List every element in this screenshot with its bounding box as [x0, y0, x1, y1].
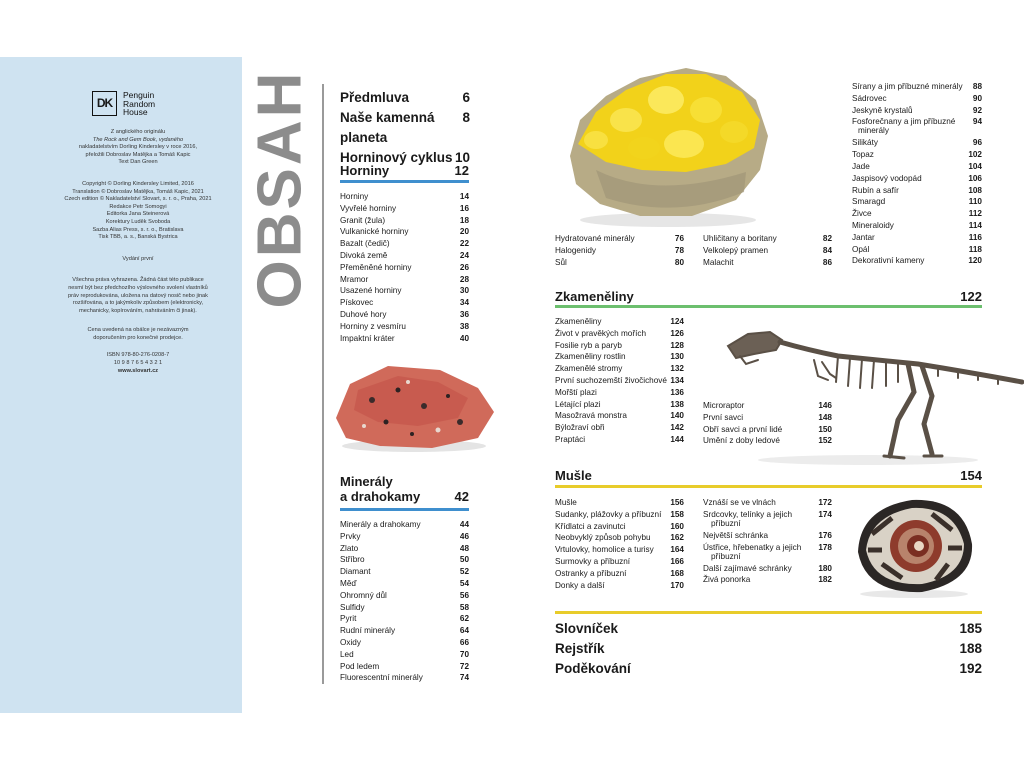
toc-entry[interactable]: Předmluva 6 [340, 90, 470, 105]
toc-entry[interactable]: Minerály a drahokamy 44 [340, 520, 469, 529]
mineraly-list-3 [703, 233, 832, 268]
toc-entry[interactable]: Divoká země 24 [340, 250, 469, 260]
toc-entry[interactable]: Hydratované minerály 76 [555, 234, 684, 243]
toc-entry[interactable]: Fosforečnany a jim příbuzné minerály 94 [852, 117, 982, 136]
toc-entry[interactable]: Silikáty 96 [852, 138, 982, 148]
toc-entry[interactable]: Masožravá monstra 140 [555, 411, 684, 421]
toc-entry[interactable]: Topaz 102 [852, 150, 982, 160]
imprint-block: ISBN 978-80-276-0208-7 10 9 8 7 6 5 4 3 2 1 www.slovart.cz [106, 352, 170, 374]
toc-entry[interactable]: Ohromný důl 56 [340, 590, 469, 600]
toc-entry[interactable]: Život v pravěkých mořích 126 [555, 328, 684, 338]
toc-entry[interactable]: Pyrit 62 [340, 614, 469, 624]
section-zkameneliny[interactable]: Zkameněliny 122 [555, 289, 982, 304]
mineraly-list-4 [852, 81, 982, 267]
toc-entry[interactable]: První savci 148 [703, 412, 832, 422]
section-rule [340, 180, 469, 183]
toc-entry[interactable]: Praptáci 144 [555, 434, 684, 444]
toc-entry[interactable]: Největší schránka 176 [703, 530, 832, 540]
toc-entry[interactable]: Bazalt (čedič) 22 [340, 239, 469, 249]
toc-entry[interactable]: Jade 104 [852, 161, 982, 171]
toc-entry[interactable]: Mušle 156 [555, 498, 684, 507]
toc-entry[interactable]: Oxidy 66 [340, 637, 469, 647]
section-rule [555, 305, 982, 308]
toc-entry[interactable]: Zlato 48 [340, 543, 469, 553]
toc-entry[interactable]: Vyvřelé horniny 16 [340, 203, 469, 213]
toc-entry[interactable]: Rudní minerály 64 [340, 626, 469, 636]
toc-entry[interactable]: Vrtulovky, homolice a turisy 164 [555, 545, 684, 555]
toc-entry[interactable]: Diamant 52 [340, 567, 469, 577]
toc-entry[interactable]: Mramor 28 [340, 274, 469, 284]
toc-entry[interactable]: Jaspisový vodopád 106 [852, 173, 982, 183]
section-musle[interactable]: Mušle 154 [555, 468, 982, 483]
imprint-block: Copyright © Dorling Kindersley Limited, 2016 Translation © Dobroslav Matějka, Tomáš Kapic, 2021 Czech edition © Nakladatelství Slovart, s. r. o., Praha, 2021 Redakce Petr Somogyi Editorka Jana Steinerová Korektury Luděk Svoboda Sazba Alias Press, s. r. o., Bratislava Tisk TBB, a. s., Banská Bystrica [64, 180, 212, 241]
toc-entry[interactable]: Malachit 86 [703, 257, 832, 267]
toc-entry[interactable]: Jeskyně krystalů 92 [852, 105, 982, 115]
toc-entry[interactable]: Živá ponorka 182 [703, 575, 832, 585]
toc-entry[interactable]: Sůl 80 [555, 257, 684, 267]
toc-entry[interactable]: Neobvyklý způsob pohybu 162 [555, 533, 684, 543]
toc-entry[interactable]: První suchozemští živočichové 134 [555, 375, 684, 385]
shell-image [852, 494, 976, 600]
toc-entry[interactable]: Pískovec 34 [340, 298, 469, 308]
toc-entry[interactable]: Usazené horniny 30 [340, 286, 469, 296]
mineraly-list-1 [340, 519, 469, 684]
toc-entry[interactable]: Rubín a safír 108 [852, 185, 982, 195]
toc-entry[interactable]: Horninový cyklus 10 [340, 150, 470, 165]
toc-entry[interactable]: Křídlatci a zavinutci 160 [555, 521, 684, 531]
imprint-block: Vydání první [122, 255, 154, 262]
publisher-logo [92, 91, 155, 117]
toc-entry[interactable]: Donky a další 170 [555, 580, 684, 590]
toc-entry[interactable]: Obří savci a první lidé 150 [703, 424, 832, 434]
toc-entry[interactable]: Stříbro 50 [340, 555, 469, 565]
toc-entry[interactable]: Velkolepý pramen 84 [703, 245, 832, 255]
toc-entry[interactable]: Dekorativní kameny 120 [852, 256, 982, 266]
toc-entry[interactable]: Vulkanické horniny 20 [340, 227, 469, 237]
toc-entry[interactable]: Microraptor 146 [703, 401, 832, 410]
toc-entry[interactable]: Ostranky a příbuzní 168 [555, 568, 684, 578]
toc-entry[interactable]: Další zajímavé schránky 180 [703, 563, 832, 573]
toc-entry[interactable]: Granit (žula) 18 [340, 215, 469, 225]
zkameneliny-list-1 [555, 316, 684, 446]
imprint-block: Všechna práva vyhrazena. Žádná část této publikace nesmí být bez předchozího výslovného svolení vlastníků práv reprodukována, uložena na datový nosič nebo jinak rozšiřována, a to jakýmkoliv způsobem (elektronicky, mechanicky, kopírováním, nahráváním či jinak). [68, 277, 208, 314]
toc-entry[interactable]: Opál 118 [852, 244, 982, 254]
toc-entry[interactable]: Smaragd 110 [852, 197, 982, 207]
toc-entry[interactable]: Halogenidy 78 [555, 245, 684, 255]
toc-entry[interactable]: Vznáší se ve vlnách 172 [703, 498, 832, 507]
toc-entry[interactable]: Led 70 [340, 649, 469, 659]
dinosaur-skeleton-image [718, 316, 1024, 468]
musle-list-1 [555, 497, 684, 591]
section-rule [555, 611, 982, 614]
toc-entry[interactable]: Surmovky a příbuzní 166 [555, 556, 684, 566]
toc-entry[interactable]: Sádrovec 90 [852, 93, 982, 103]
toc-entry[interactable]: Živce 112 [852, 209, 982, 219]
toc-entry[interactable]: Létající plazi 138 [555, 399, 684, 409]
toc-entry[interactable]: Horniny 14 [340, 192, 469, 201]
toc-entry[interactable]: Naše kamenná planeta 8 [340, 110, 470, 145]
toc-entry[interactable]: Impaktní kráter 40 [340, 333, 469, 343]
section-mineraly[interactable]: Minerály a drahokamy 42 [340, 474, 469, 504]
toc-entry[interactable]: Fluorescentní minerály 74 [340, 673, 469, 683]
toc-entry[interactable]: Slovníček 185 [555, 621, 982, 636]
toc-entry[interactable]: Sudanky, plážovky a příbuzní 158 [555, 509, 684, 519]
dk-logo: DK [92, 91, 117, 116]
imprint-block: Z anglického originálu The Rock and Gem Book, vydaného nakladatelstvím Dorling Kindersley v roce 2016, přeložili Dobroslav Matějka a Tomáš Kapic Text Dan Green [78, 129, 198, 166]
title-divider [322, 84, 324, 684]
section-rule [340, 508, 469, 511]
toc-entry[interactable]: Horniny z vesmíru 38 [340, 321, 469, 331]
end-list [555, 619, 982, 679]
toc-entry[interactable]: Rejstřík 188 [555, 641, 982, 656]
granite-image [328, 360, 498, 456]
section-rule [555, 485, 982, 488]
intro-list [340, 88, 470, 168]
penguin-random-house-logo: Penguin Random House [123, 90, 156, 117]
imprint-text [58, 129, 218, 382]
section-horniny[interactable]: Horniny 12 [340, 163, 469, 178]
toc-entry[interactable]: Prvky 46 [340, 531, 469, 541]
toc-entry[interactable]: Zkamenělé stromy 132 [555, 364, 684, 374]
imprint-block: Cena uvedená na obálce je nezávazným doporučením pro konečné prodejce. [87, 327, 189, 341]
imprint-panel [0, 57, 242, 713]
toc-entry[interactable]: Fosilie ryb a paryb 128 [555, 340, 684, 350]
toc-entry[interactable]: Pod ledem 72 [340, 661, 469, 671]
toc-entry[interactable]: Poděkování 192 [555, 661, 982, 676]
sulfur-crystal-image [556, 60, 778, 230]
toc-entry[interactable]: Ústřice, hřebenatky a jejich příbuzní 178 [703, 542, 832, 561]
toc-entry[interactable]: Měď 54 [340, 578, 469, 588]
toc-entry[interactable]: Sulfidy 58 [340, 602, 469, 612]
toc-entry[interactable]: Zkameněliny 124 [555, 317, 684, 326]
toc-entry[interactable]: Umění z doby ledové 152 [703, 436, 832, 446]
toc-entry[interactable]: Sírany a jim příbuzné minerály 88 [852, 82, 982, 91]
toc-entry[interactable]: Srdcovky, telínky a jejich příbuzní 174 [703, 509, 832, 528]
toc-entry[interactable]: Zkameněliny rostlin 130 [555, 352, 684, 362]
toc-entry[interactable]: Mineraloidy 114 [852, 220, 982, 230]
toc-entry[interactable]: Jantar 116 [852, 232, 982, 242]
horniny-list [340, 191, 469, 344]
mineraly-list-2 [555, 233, 684, 268]
musle-list-2 [703, 497, 832, 586]
toc-entry[interactable]: Uhličitany a boritany 82 [703, 234, 832, 243]
toc-entry[interactable]: Duhové hory 36 [340, 309, 469, 319]
toc-entry[interactable]: Přeměněné horniny 26 [340, 262, 469, 272]
toc-entry[interactable]: Býložraví obři 142 [555, 423, 684, 433]
toc-entry[interactable]: Mořští plazi 136 [555, 387, 684, 397]
page-title: OBSAH [245, 69, 315, 309]
